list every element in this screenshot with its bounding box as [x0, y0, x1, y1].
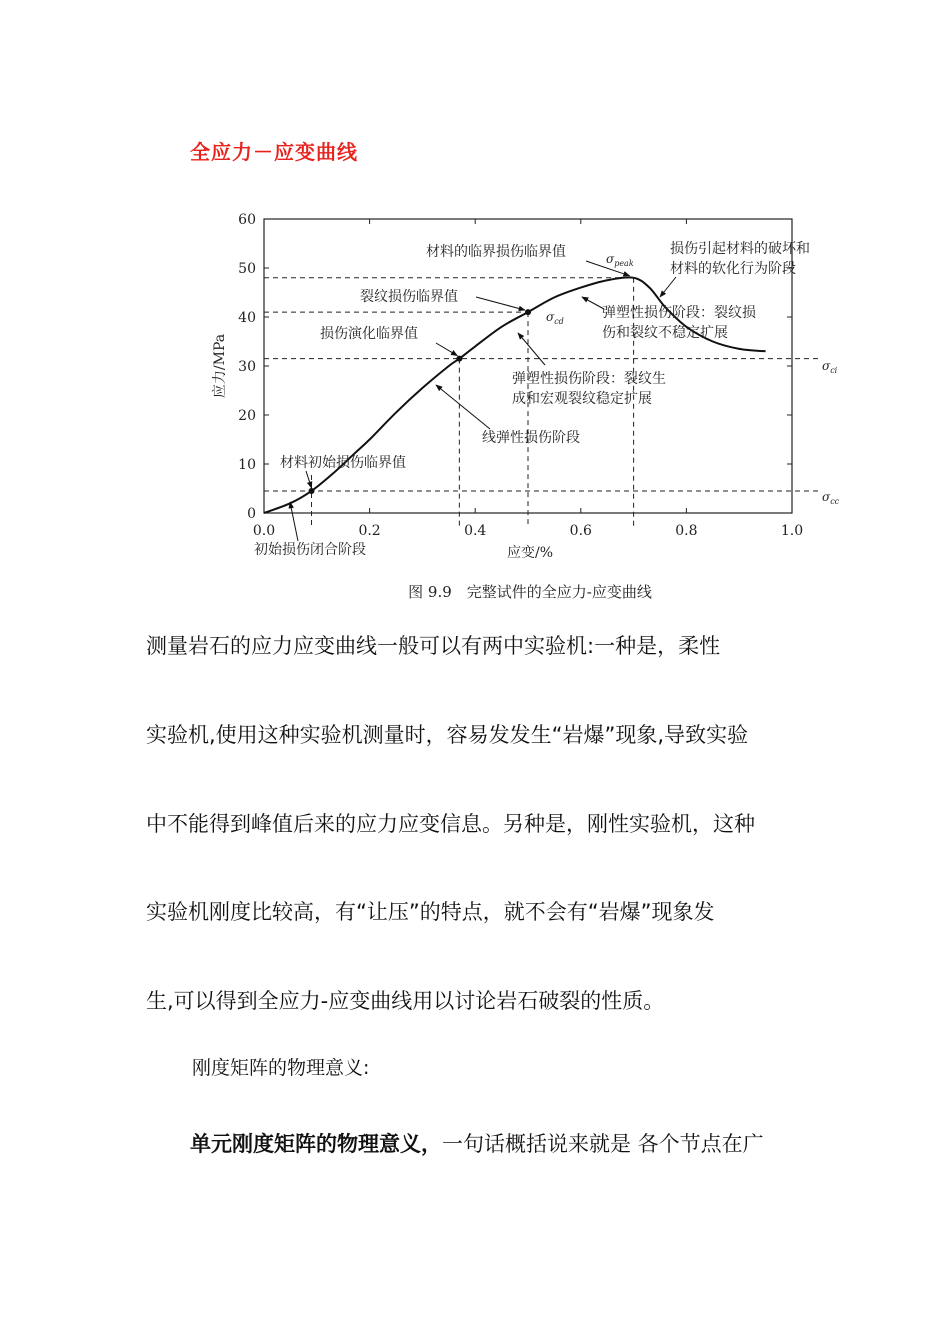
x-axis-label: 应变/% [506, 545, 554, 561]
threshold-point [456, 356, 462, 362]
paragraph-line-2: 实验机,使用这种实验机测量时，容易发发生“岩爆”现象,导致实验 [146, 723, 749, 747]
sigma-cc-symbol-subscript: cc [830, 497, 840, 506]
y-tick-label: 40 [238, 310, 256, 326]
x-tick-label: 0.4 [464, 523, 487, 539]
sigma-peak-symbol-subscript: peak [614, 259, 634, 268]
y-tick-label: 50 [238, 261, 256, 277]
annotation-elastoplastic-unstable-line2: 伤和裂纹不稳定扩展 [602, 325, 728, 341]
paragraph-line-3: 中不能得到峰值后来的应力应变信息。另种是，刚性实验机，这种 [146, 812, 755, 836]
sigma-ci-symbol-subscript: ci [830, 366, 838, 375]
threshold-point [309, 488, 315, 494]
paragraph-line-4: 实验机刚度比较高，有“让压”的特点，就不会有“岩爆”现象发 [146, 900, 715, 924]
paragraph-stiffness-meaning [190, 1130, 870, 1159]
annotation-linear-elastic: 线弹性损伤阶段 [482, 430, 580, 446]
y-tick-label: 20 [238, 408, 256, 424]
paragraph-line-1: 测量岩石的应力应变曲线一般可以有两中实验机:一种是，柔性 [146, 634, 721, 658]
annotation-initial-damage: 材料初始损伤临界值 [280, 455, 406, 471]
arrow-crack-damage [476, 297, 525, 310]
arrow-linear-elastic [436, 385, 490, 429]
arrow-initial-damage [306, 471, 312, 488]
annotation-damage-evolution: 损伤演化临界值 [320, 326, 418, 342]
arrow-softening [660, 277, 676, 297]
sigma-ci-symbol: $\sigma_{ci}$ [822, 359, 838, 375]
sigma-cd-symbol-subscript: cd [554, 317, 564, 326]
annotation-elastoplastic-stable-line1: 弹塑性损伤阶段：裂纹生 [512, 371, 666, 387]
arrow-elastoplastic-stable [518, 333, 545, 365]
sigma-cc-symbol: $\sigma_{cc}$ [822, 490, 840, 506]
y-tick-label: 60 [238, 212, 256, 228]
threshold-point [525, 309, 531, 315]
x-tick-label: 0.0 [252, 523, 276, 539]
arrow-elastoplastic-unstable [582, 297, 604, 309]
section-heading: 全应力－应变曲线 [190, 140, 358, 164]
annotation-critical-damage: 材料的临界损伤临界值 [426, 244, 566, 260]
arrow-initial-closure [290, 502, 298, 541]
sigma-cd-symbol: $\sigma_{cd}$ [546, 310, 564, 326]
y-tick-label: 0 [247, 506, 256, 522]
sigma-peak-symbol: $\sigma_{peak}$ [606, 252, 634, 268]
annotation-elastoplastic-stable-line2: 成和宏观裂纹稳定扩展 [512, 391, 652, 407]
figure-caption: 图 9.9 完整试件的全应力-应变曲线 [408, 583, 652, 601]
stress-strain-figure [200, 205, 860, 605]
annotation-softening-line1: 损伤引起材料的破坏和 [670, 241, 810, 257]
x-tick-label: 0.8 [675, 523, 698, 539]
y-tick-label: 10 [238, 457, 256, 473]
x-tick-label: 0.2 [358, 523, 381, 539]
bold-lead-text: 单元刚度矩阵的物理意义， [190, 1132, 442, 1156]
annotation-elastoplastic-unstable-line1: 弹塑性损伤阶段：裂纹损 [602, 305, 756, 321]
paragraph-line-5: 生,可以得到全应力-应变曲线用以讨论岩石破裂的性质。 [146, 989, 665, 1013]
arrow-damage-evolution [436, 343, 457, 356]
annotation-initial-closure: 初始损伤闭合阶段 [254, 542, 366, 558]
annotation-softening-line2: 材料的软化行为阶段 [670, 261, 796, 277]
y-axis-label: 应力/MPa [212, 333, 228, 399]
x-tick-label: 1.0 [780, 523, 804, 539]
subheading-stiffness-matrix: 刚度矩阵的物理意义: [192, 1057, 370, 1079]
x-tick-label: 0.6 [569, 523, 592, 539]
annotation-crack-damage: 裂纹损伤临界值 [360, 289, 458, 305]
lead-rest-text: 一句话概括说来就是 各个节点在广 [442, 1132, 764, 1156]
y-tick-label: 30 [238, 359, 256, 375]
